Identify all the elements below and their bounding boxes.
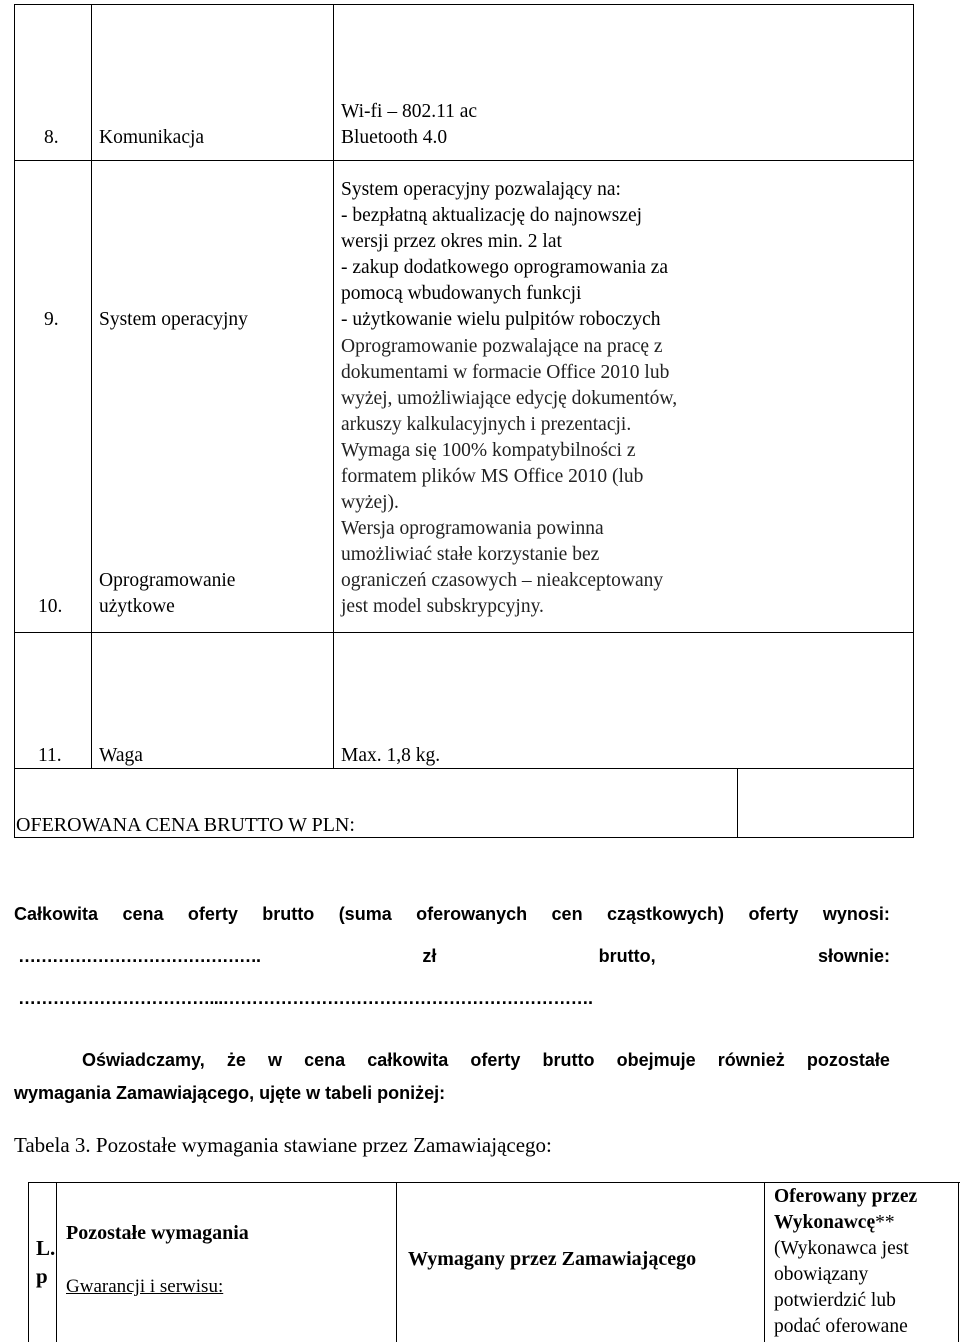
offered-price-label: OFEROWANA CENA BRUTTO W PLN: bbox=[16, 814, 355, 836]
offered-title-line-2 bbox=[774, 1210, 917, 1236]
value-line: System operacyjny pozwalający na: bbox=[341, 179, 621, 200]
offered-title-line: Oferowany przez bbox=[774, 1186, 918, 1207]
offered-note-line: podać oferowane bbox=[774, 1316, 908, 1337]
t3-col-divider-1 bbox=[56, 1182, 57, 1342]
t3-header-offered bbox=[774, 1184, 917, 1340]
row-8-value bbox=[341, 99, 477, 151]
name-line: użytkowe bbox=[99, 596, 175, 617]
price-words-blank: ……………………………...………………………………………………………. bbox=[18, 988, 593, 1008]
offered-stars: ** bbox=[875, 1212, 895, 1233]
t3-border-top bbox=[28, 1182, 960, 1183]
value-line: Bluetooth 4.0 bbox=[341, 127, 448, 148]
word: wynosi: bbox=[822, 904, 890, 924]
value-line: Wi-fi – 802.11 ac bbox=[341, 101, 478, 122]
word: Całkowita bbox=[14, 904, 99, 924]
word: całkowita bbox=[367, 1050, 449, 1070]
row-9-value bbox=[341, 177, 668, 333]
word: Oświadczamy, bbox=[82, 1050, 205, 1070]
row-10-name bbox=[99, 568, 235, 620]
t3-col-divider-3 bbox=[764, 1182, 765, 1342]
row-9-number: 9. bbox=[44, 309, 59, 330]
row-divider-11 bbox=[14, 768, 914, 769]
declaration-line-1 bbox=[82, 1050, 890, 1071]
lp-line: p bbox=[36, 1264, 48, 1288]
word: oferty bbox=[470, 1050, 521, 1070]
row-divider-10-11 bbox=[14, 632, 914, 633]
value-line: Wersja oprogramowania powinna bbox=[341, 518, 604, 539]
word: cen bbox=[551, 904, 583, 924]
offered-note-line: potwierdzić lub bbox=[774, 1290, 896, 1311]
row-9-name: System operacyjny bbox=[99, 309, 248, 330]
table-border-left bbox=[14, 4, 15, 838]
price-blank: ……………………………………. bbox=[18, 946, 261, 966]
t3-header-requirements-sub: Gwarancji i serwisu: bbox=[66, 1276, 224, 1297]
word: obejmuje bbox=[616, 1050, 696, 1070]
col-divider-num bbox=[91, 4, 92, 769]
word: oferowanych bbox=[416, 904, 528, 924]
row-8-number: 8. bbox=[44, 127, 59, 148]
t3-header-required: Wymagany przez Zamawiającego bbox=[408, 1248, 697, 1270]
value-line: arkuszy kalkulacyjnych i prezentacji. bbox=[341, 414, 632, 435]
word: że bbox=[226, 1050, 246, 1070]
value-line: Oprogramowanie pozwalające na pracę z bbox=[341, 336, 663, 357]
row-11-number: 11. bbox=[38, 745, 62, 766]
value-line: formatem plików MS Office 2010 (lub bbox=[341, 466, 644, 487]
word: oferty bbox=[748, 904, 799, 924]
value-line: dokumentami w formacie Office 2010 lub bbox=[341, 362, 670, 383]
value-line: - bezpłatną aktualizację do najnowszej bbox=[341, 205, 643, 226]
value-line: wersji przez okres min. 2 lat bbox=[341, 231, 562, 252]
row-11-name: Waga bbox=[99, 745, 143, 766]
word: cena bbox=[122, 904, 164, 924]
lp-line: L. bbox=[36, 1236, 56, 1260]
row-8-name: Komunikacja bbox=[99, 127, 205, 148]
word: słownie: bbox=[817, 946, 890, 966]
offered-note-line: (Wykonawca jest bbox=[774, 1238, 909, 1259]
word: cena bbox=[304, 1050, 346, 1070]
table-3-title: Tabela 3. Pozostałe wymagania stawiane przez Zamawiającego: bbox=[14, 1133, 552, 1157]
t3-col-divider-2 bbox=[396, 1182, 397, 1342]
value-line: jest model subskrypcyjny. bbox=[341, 596, 544, 617]
t3-header-requirements: Pozostałe wymagania bbox=[66, 1222, 249, 1244]
value-line: wyżej, umożliwiające edycję dokumentów, bbox=[341, 388, 678, 409]
table-border-right bbox=[913, 4, 914, 838]
value-line: wyżej). bbox=[341, 492, 399, 513]
offered-note-line: obowiązany bbox=[774, 1264, 869, 1285]
row-10-value bbox=[341, 334, 677, 620]
price-dots-line bbox=[18, 946, 890, 967]
word: brutto, bbox=[598, 946, 656, 966]
value-line: pomocą wbudowanych funkcji bbox=[341, 283, 582, 304]
value-line: umożliwiać stałe korzystanie bez bbox=[341, 544, 600, 565]
word: brutto bbox=[542, 1050, 595, 1070]
value-line: Wymaga się 100% kompatybilności z bbox=[341, 440, 636, 461]
word: (suma bbox=[338, 904, 392, 924]
t3-header-lp bbox=[36, 1234, 55, 1290]
word: również bbox=[717, 1050, 785, 1070]
word: pozostałe bbox=[806, 1050, 890, 1070]
name-line: Oprogramowanie bbox=[99, 570, 236, 591]
t3-border-right bbox=[958, 1182, 959, 1342]
t3-border-left bbox=[28, 1182, 29, 1342]
row-10-number: 10. bbox=[38, 596, 63, 617]
value-line: ograniczeń czasowych – nieakceptowany bbox=[341, 570, 664, 591]
declaration-line-2: wymagania Zamawiającego, ujęte w tabeli poniżej: bbox=[14, 1083, 446, 1103]
word: w bbox=[267, 1050, 282, 1070]
total-price-line bbox=[14, 904, 890, 925]
word: cząstkowych) bbox=[606, 904, 725, 924]
offered-title-text: Wykonawcę bbox=[774, 1212, 876, 1233]
value-line: - użytkowanie wielu pulpitów roboczych bbox=[341, 309, 661, 330]
row-divider-8 bbox=[14, 160, 914, 161]
currency-label: zł bbox=[422, 946, 437, 966]
col-divider-name bbox=[333, 4, 334, 769]
word: oferty bbox=[187, 904, 238, 924]
row-11-value: Max. 1,8 kg. bbox=[341, 745, 441, 766]
word: brutto bbox=[262, 904, 315, 924]
col-divider-value bbox=[737, 768, 738, 838]
value-line: - zakup dodatkowego oprogramowania za bbox=[341, 257, 669, 278]
table-border-top bbox=[14, 4, 914, 5]
